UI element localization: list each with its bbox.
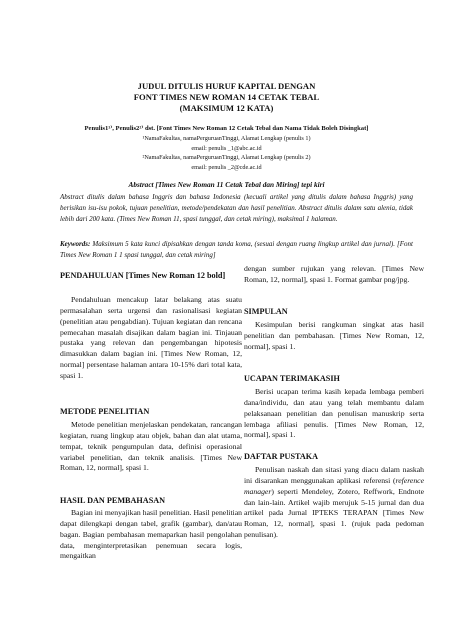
thanks-body: Berisi ucapan terima kasih kepada lembaga pemberi dana/individu, dan atau yang telah membantu dalam pelaksanaan penelitian dan penulisan manuskrip serta lembaga afiliasi penulis. [Times New Roman, 12, normal], spasi 1. (244, 387, 424, 440)
references-text-2: ) seperti Mendeley, Zotero, Reffwork, Endnote dan lain-lain. Artikel wajib merujuk 5-15 jurnal dan dua artikel pada Jurnal IPTEKS TERAPAN [Times New Roman, 12, normal], spasi 1. (rujuk pada pedoman penulisan). (244, 486, 424, 540)
keywords-text: Maksimum 5 kata kunci dipisahkan dengan tanda koma, (sesuai dengan ruang lingkup artikel dan jurnal). [Font Times New Roman 1 1 spasi tunggal, dan cetak miring] (60, 240, 413, 259)
keywords (60, 239, 413, 261)
abstract-body: Abstract ditulis dalam bahasa Inggris dan bahasa Indonesia (kecuali artikel yang ditulis dalam bahasa Inggris) yang berisikan isu-isu pokok, tujuan penelitian, metode/pendekatan dan hasil penelitian. Abstract ditulis dalam satu alenia, tidak lebih dari 200 kata. (Times New Roman 11, spasi tunggal, dan cetak miring), maksimal 1 halaman. (60, 193, 413, 223)
title-line-1: JUDUL DITULIS HURUF KAPITAL DENGAN (137, 81, 316, 91)
author-block (38, 124, 415, 172)
intro-body: Pendahuluan mencakup latar belakang atas suatu permasalahan serta urgensi dan rasionalisasi kegiatan (penelitian atau pengabdian). Tujuan kegiatan dan rencana pemecahan masalah disajikan dalam bagian ini. Tinjauan pustaka yang relevan dan pengembangan hipotesis dimasukkan dalam bagian ini. [Times New Roman, 12, normal] persentase halaman antara 10-15% dari total kata, spasi 1. (60, 295, 242, 380)
references-heading: DAFTAR PUSTAKA (244, 452, 319, 461)
method-body: Metode penelitian menjelaskan pendekatan, rancangan kegiatan, ruang lingkup atau objek, bahan dan alat utama, tempat, teknik pengumpulan data, definisi operasional variabel penelitian, dan teknik analisis. [Times New Roman, 12, normal], spasi 1. (60, 420, 242, 473)
references-text-italic: reference manager (244, 475, 424, 496)
keywords-label: Keywords: (60, 240, 91, 248)
paper-title (60, 81, 393, 114)
email-1: email: penulis _1@abc.ac.id (191, 144, 262, 152)
references-text-1: Penulisan naskah dan sitasi yang diacu dalam naskah ini disarankan menggunakan aplikasi referensi ( (244, 465, 424, 485)
title-line-3: (MAKSIMUM 12 KATA) (179, 103, 274, 113)
method-heading: METODE PENELITIAN (60, 407, 150, 416)
affiliation-1: ¹NamaFakultas, namaPerguruanTinggi, Alamat Lengkap (penulis 1) (142, 135, 311, 142)
result-body: Bagian ini menyajikan hasil penelitian. Hasil penelitian dapat dilengkapi dengan tabel, grafik (gambar), dan/atau bagan. Bagian pembahasan memaparkan hasil pengolahan data, menginterpretasikan penemuan secara logis, mengaitkan (60, 508, 242, 561)
results-continued: dengan sumber rujukan yang relevan. [Times New Roman, 12, normal], spasi 1. Format gambar png/jpg. (244, 264, 424, 284)
result-heading: HASIL DAN PEMBAHASAN (60, 496, 166, 505)
title-line-2: FONT TIMES NEW ROMAN 14 CETAK TEBAL (133, 92, 320, 102)
references-body (244, 465, 424, 541)
intro-heading: PENDAHULUAN [Times New Roman 12 bold] (60, 271, 226, 280)
summary-body: Kesimpulan berisi rangkuman singkat atas hasil penelitian dan pembahasan. [Times New Roman, 12, normal], spasi 1. (244, 320, 424, 351)
affiliation-2: ²NamaFakultas, namaPerguruanTinggi, Alamat Lengkap (penulis 2) (142, 154, 311, 161)
email-2: email: penulis _2@cde.ac.id (191, 163, 262, 171)
abstract-heading: Abstract [Times New Roman 11 Cetak Tebal dan Miring] tepi kiri (128, 180, 325, 189)
thanks-heading: UCAPAN TERIMAKASIH (244, 374, 340, 383)
author-names: Penulis1¹⁾, Penulis2²⁾ dst. [Font Times New Roman 12 Cetak Tebal dan Nama Tidak Boleh Disingkat] (84, 125, 369, 132)
summary-heading: SIMPULAN (244, 307, 288, 316)
